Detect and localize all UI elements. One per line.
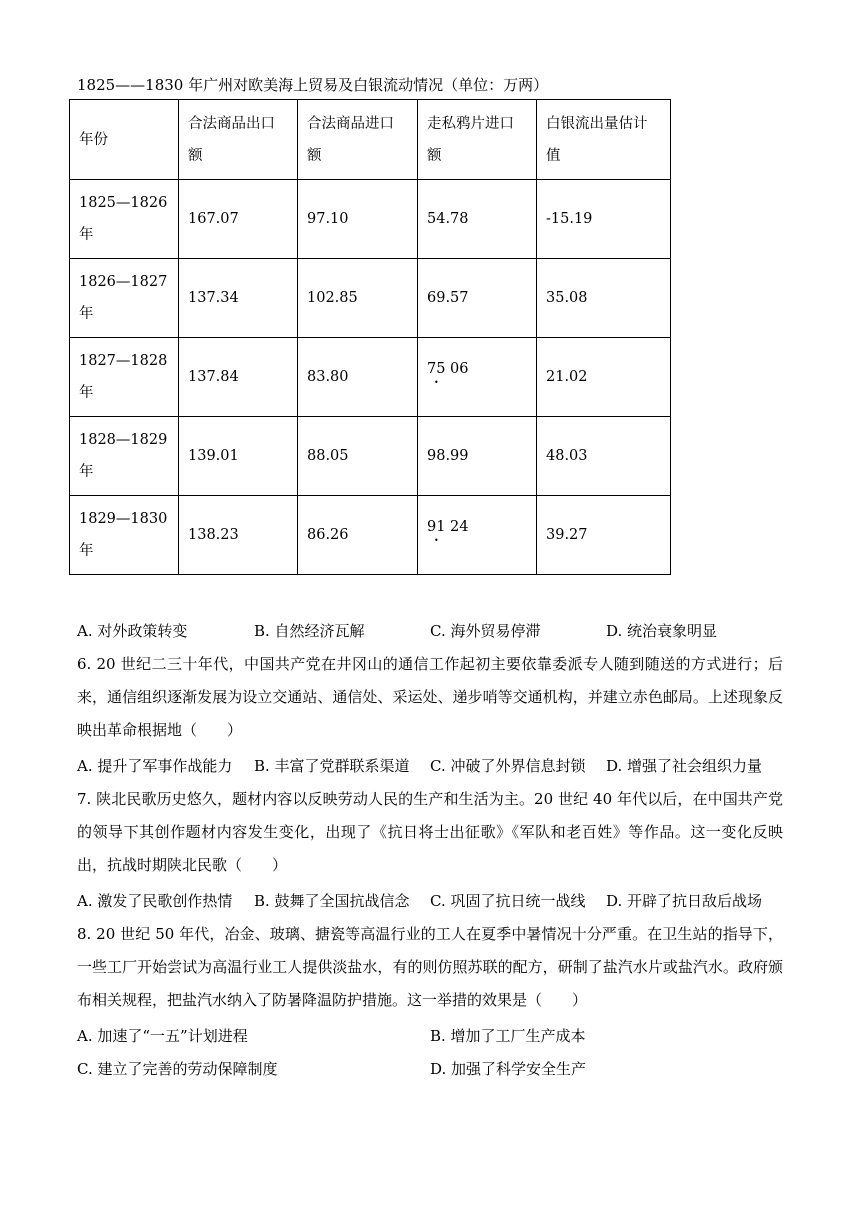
q6-option-d[interactable]: D. 增强了社会组织力量 — [606, 757, 763, 775]
year-cell: 1828—1829 年 — [70, 417, 179, 496]
export-cell: 167.07 — [179, 180, 298, 259]
header-cell-export: 合法商品出口 额 — [179, 100, 298, 180]
trade-silver-table — [69, 99, 671, 575]
table-row — [70, 259, 671, 338]
header-cell-opium: 走私鸦片进口 额 — [418, 100, 537, 180]
q7-option-b[interactable]: B. 鼓舞了全国抗战信念 — [254, 892, 410, 910]
import-cell: 102.85 — [298, 259, 418, 338]
opium-cell: 98.99 — [418, 417, 537, 496]
silver-cell: 39.27 — [537, 496, 671, 575]
header-cell-import: 合法商品进口 额 — [298, 100, 418, 180]
q5-option-c[interactable]: C. 海外贸易停滞 — [430, 622, 541, 640]
header-cell-year: 年份 — [70, 100, 179, 180]
q5-option-a[interactable]: A. 对外政策转变 — [77, 622, 188, 640]
export-cell: 137.34 — [179, 259, 298, 338]
table-row — [70, 417, 671, 496]
table-row — [70, 180, 671, 259]
q6-option-c[interactable]: C. 冲破了外界信息封锁 — [430, 757, 586, 775]
q7-option-a[interactable]: A. 激发了民歌创作热情 — [77, 892, 233, 910]
table-caption: 1825——1830 年广州对欧美海上贸易及白银流动情况（单位：万两） — [77, 76, 549, 94]
q6-option-b[interactable]: B. 丰富了党群联系渠道 — [254, 757, 410, 775]
q8-option-a[interactable]: A. 加速了“一五”计划进程 — [77, 1027, 248, 1045]
silver-cell: 21.02 — [537, 338, 671, 417]
q6-stem: 6. 20 世纪二三十年代，中国共产党在井冈山的通信工作起初主要依靠委派专人随到随送的方式进行；后来，通信组织逐渐发展为设立交通站、通信处、采运处、递步哨等交通机构，并建立赤色邮局。上述现象反映出革命根据地（ ） — [77, 655, 783, 739]
q8-option-c[interactable]: C. 建立了完善的劳动保障制度 — [77, 1060, 278, 1078]
opium-value: 75 06 • — [427, 353, 469, 385]
export-cell: 139.01 — [179, 417, 298, 496]
q8-stem: 8. 20 世纪 50 年代，冶金、玻璃、搪瓷等高温行业的工人在夏季中暑情况十分严重。在卫生站的指导下，一些工厂开始尝试为高温行业工人提供淡盐水，有的则仿照苏联的配方，研制了盐汽水片或盐汽水。政府颁布相关规程，把盐汽水纳入了防暑降温防护措施。这一举措的效果是（ ） — [77, 925, 783, 1009]
header-cell-silver: 白银流出量估计 值 — [537, 100, 671, 180]
silver-cell: 48.03 — [537, 417, 671, 496]
import-cell: 88.05 — [298, 417, 418, 496]
export-cell: 138.23 — [179, 496, 298, 575]
table-row — [70, 338, 671, 417]
opium-cell — [418, 338, 537, 417]
year-cell: 1829—1830 年 — [70, 496, 179, 575]
q7-stem: 7. 陕北民歌历史悠久，题材内容以反映劳动人民的生产和生活为主。20 世纪 40 年代以后，在中国共产党的领导下其创作题材内容发生变化，出现了《抗日将士出征歌》《军队和老百姓》等作品。这一变化反映出，抗战时期陕北民歌（ ） — [77, 790, 783, 874]
q7-option-d[interactable]: D. 开辟了抗日敌后战场 — [606, 892, 763, 910]
silver-cell: -15.19 — [537, 180, 671, 259]
table-row — [70, 496, 671, 575]
q8-option-d[interactable]: D. 加强了科学安全生产 — [430, 1060, 587, 1078]
import-cell: 97.10 — [298, 180, 418, 259]
import-cell: 83.80 — [298, 338, 418, 417]
year-cell: 1827—1828 年 — [70, 338, 179, 417]
opium-cell: 54.78 — [418, 180, 537, 259]
export-cell: 137.84 — [179, 338, 298, 417]
opium-cell: 69.57 — [418, 259, 537, 338]
q5-option-d[interactable]: D. 统治衰象明显 — [606, 622, 718, 640]
opium-cell — [418, 496, 537, 575]
opium-value: 91 24 • — [427, 511, 469, 543]
q7-option-c[interactable]: C. 巩固了抗日统一战线 — [430, 892, 586, 910]
q5-option-b[interactable]: B. 自然经济瓦解 — [254, 622, 365, 640]
q8-option-b[interactable]: B. 增加了工厂生产成本 — [430, 1027, 586, 1045]
year-cell: 1825—1826 年 — [70, 180, 179, 259]
silver-cell: 35.08 — [537, 259, 671, 338]
q6-option-a[interactable]: A. 提升了军事作战能力 — [77, 757, 233, 775]
import-cell: 86.26 — [298, 496, 418, 575]
table-header-row — [70, 100, 671, 180]
year-cell: 1826—1827 年 — [70, 259, 179, 338]
